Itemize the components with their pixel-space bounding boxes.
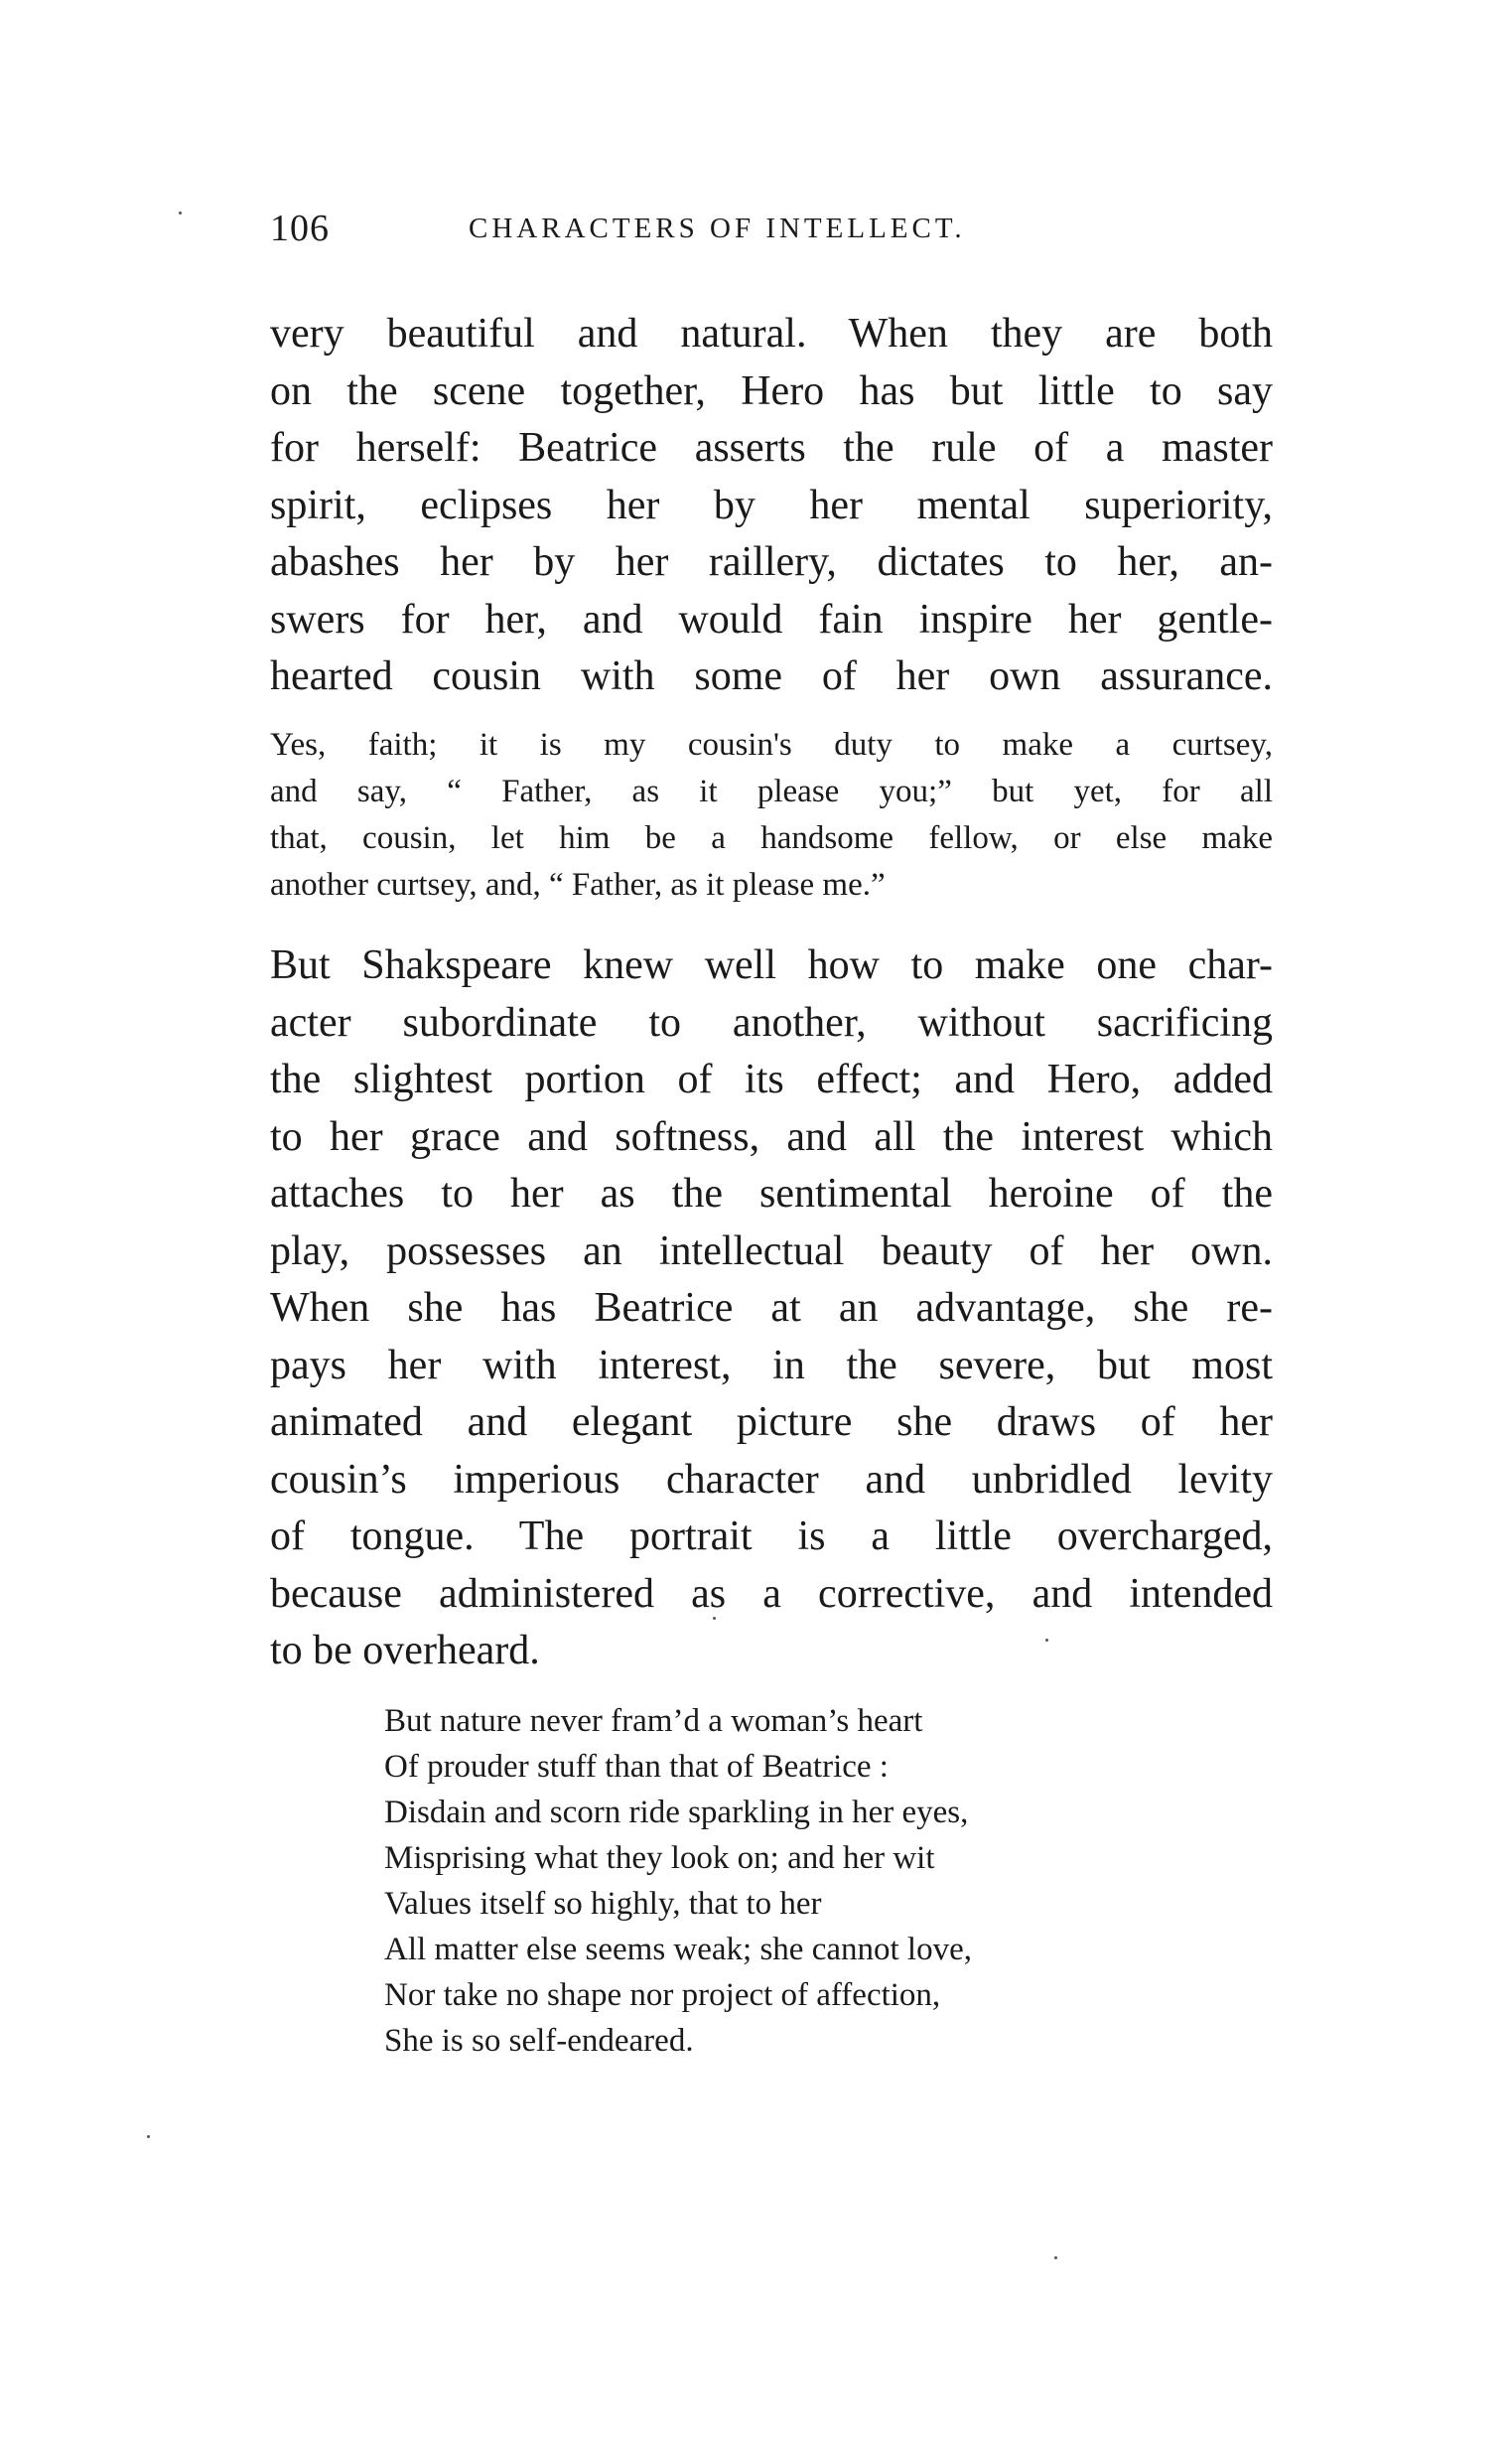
- text-line: to her grace and softness, and all the interest which: [270, 1113, 1273, 1160]
- text-line: But Shakspeare knew well how to make one char-: [270, 942, 1273, 988]
- text-line: When she has Beatrice at an advantage, she re-: [270, 1285, 1273, 1331]
- text-line: spirit, eclipses her by her mental superiority,: [270, 482, 1273, 528]
- quote-line: Yes, faith; it is my cousin's duty to make a curtsey,: [270, 727, 1273, 763]
- text-line: play, possesses an intellectual beauty of her own.: [270, 1227, 1273, 1274]
- verse-line: All matter else seems weak; she cannot love,: [384, 1932, 972, 1967]
- verse-line: But nature never fram’d a woman’s heart: [384, 1703, 923, 1739]
- verse-line: Disdain and scorn ride sparkling in her eyes,: [384, 1795, 969, 1830]
- text-line: the slightest portion of its effect; and Hero, added: [270, 1057, 1273, 1102]
- scan-speck: [1054, 2256, 1057, 2259]
- running-title: CHARACTERS OF INTELLECT.: [469, 213, 966, 244]
- text-line: of tongue. The portrait is a little overcharged,: [270, 1513, 1273, 1559]
- text-line: pays her with interest, in the severe, but most: [270, 1342, 1273, 1388]
- scan-speck: [1045, 1639, 1048, 1642]
- page-number: 106: [270, 208, 330, 249]
- verse-line: Nor take no shape nor project of affection,: [384, 1977, 941, 2013]
- text-line: abashes her by her raillery, dictates to her, an-: [270, 539, 1273, 585]
- scan-speck: [147, 2135, 150, 2138]
- text-line: to be overheard.: [270, 1628, 540, 1673]
- text-line: because administered as a corrective, and intended: [270, 1570, 1273, 1617]
- paragraph-2: [270, 937, 1273, 1680]
- text-line: very beautiful and natural. When they are both: [270, 311, 1273, 357]
- verse-line: Of prouder stuff than that of Beatrice :: [384, 1749, 889, 1785]
- verse-line: She is so self-endeared.: [384, 2023, 694, 2059]
- quote-line: and say, “ Father, as it please you;” but yet, for all: [270, 774, 1273, 809]
- block-quote-verse: [384, 1698, 1178, 2064]
- verse-line: Values itself so highly, that to her: [384, 1886, 822, 1922]
- text-line: acter subordinate to another, without sacrificing: [270, 999, 1273, 1046]
- quote-line: another curtsey, and, “ Father, as it please me.”: [270, 867, 886, 903]
- paragraph-1: [270, 306, 1273, 706]
- text-line: hearted cousin with some of her own assurance.: [270, 653, 1273, 699]
- text-line: attaches to her as the sentimental heroine of the: [270, 1171, 1273, 1217]
- text-line: swers for her, and would fain inspire her gentle-: [270, 596, 1273, 643]
- scan-speck: [713, 1617, 716, 1620]
- running-head: [270, 207, 1273, 256]
- text-line: on the scene together, Hero has but little to say: [270, 367, 1273, 414]
- text-line: animated and elegant picture she draws of her: [270, 1399, 1273, 1445]
- scan-speck: [179, 212, 182, 215]
- block-quote-prose: [270, 722, 1273, 909]
- quote-line: that, cousin, let him be a handsome fellow, or else make: [270, 820, 1273, 856]
- verse-line: Misprising what they look on; and her wit: [384, 1840, 935, 1876]
- text-line: for herself: Beatrice asserts the rule of a master: [270, 425, 1273, 471]
- text-line: cousin’s imperious character and unbridled levity: [270, 1456, 1273, 1503]
